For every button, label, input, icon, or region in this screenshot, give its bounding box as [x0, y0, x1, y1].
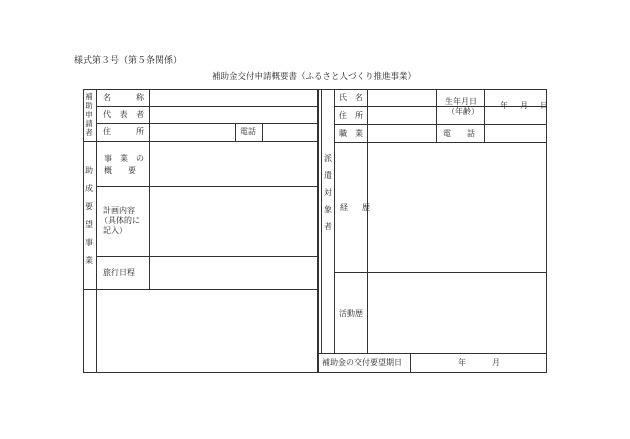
desired-period-label: 補助金の交付要望期日: [322, 358, 402, 367]
dispatch-name-label: 氏 名: [339, 93, 363, 102]
applicant-phone-label: 電話: [240, 127, 256, 136]
birthdate-value: 年 月 日: [500, 101, 550, 110]
applicant-representative-label: 代 表 者: [103, 110, 148, 119]
plan-label-line2: （具体的に: [100, 216, 140, 225]
applicant-name-label: 名 称: [103, 93, 147, 102]
form-title: 補助金交付申請概要書（ふるさと人づくり推進事業）: [212, 72, 417, 82]
dispatch-phone-label: 電 話: [443, 129, 475, 138]
career-label: 経 歴: [340, 203, 373, 212]
overview-label-line2: 概 要: [104, 166, 136, 175]
plan-label-line1: 計画内容: [103, 206, 135, 215]
form-number: 様式第３号（第５条関係）: [74, 56, 183, 66]
year-label: 年: [458, 358, 466, 367]
project-section-label: 助成要望事業: [85, 166, 93, 265]
dispatch-section-label: 派遣対象者: [324, 154, 332, 231]
birthdate-label-line2: （年齢）: [447, 107, 479, 116]
activity-label: 活動歴: [339, 309, 363, 318]
dispatch-occupation-label: 職 業: [339, 129, 363, 138]
overview-label-line1: 事 業 の: [104, 154, 144, 163]
applicant-section-label: 補助申請者: [85, 92, 93, 137]
schedule-label: 旅行日程: [103, 268, 135, 277]
birthdate-label-line1: 生年月日: [445, 97, 477, 106]
plan-label-line3: 記入）: [103, 226, 127, 235]
applicant-address-label: 住 所: [103, 127, 147, 136]
dispatch-address-label: 住 所: [339, 111, 363, 120]
month-label: 月: [492, 358, 500, 367]
